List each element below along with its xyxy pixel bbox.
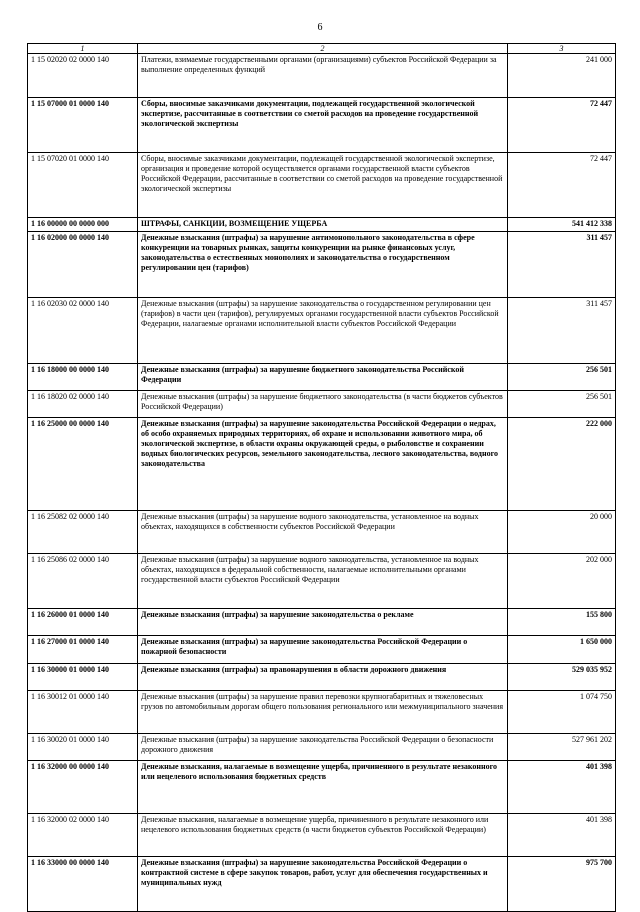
table-row — [28, 391, 616, 418]
row-code-cell: 1 16 30012 01 0000 140 — [28, 691, 138, 734]
row-code-cell: 1 16 25082 02 0000 140 — [28, 511, 138, 554]
table-row — [28, 554, 616, 609]
table-row — [28, 98, 616, 153]
column-header-code: 1 — [28, 44, 138, 54]
row-amount-cell: 1 650 000 — [508, 636, 616, 664]
row-name-cell: Денежные взыскания (штрафы) за нарушение бюджетного законодательства (в части бюджетов субъектов Российской Федерации) — [138, 391, 508, 418]
row-code-cell: 1 16 27000 01 0000 140 — [28, 636, 138, 664]
row-name-cell: Денежные взыскания (штрафы) за нарушение законодательства о государственном регулировании цен (тарифов) в части цен (тарифов), регулируемых органами государственной власти субъектов Российской Федерации, налагаемые органами исполнительной власти субъектов Российской Федерации — [138, 298, 508, 364]
row-amount-cell: 541 412 338 — [508, 218, 616, 232]
row-code-cell: 1 16 30000 01 0000 140 — [28, 664, 138, 691]
row-amount-cell: 401 398 — [508, 761, 616, 814]
row-name-cell: Сборы, вносимые заказчиками документации, подлежащей государственной экологической экспертизе, рассчитанные в соответствии со сметой расходов на проведение государственной экологической экспертизы — [138, 98, 508, 153]
table-row — [28, 298, 616, 364]
row-name-cell: Денежные взыскания (штрафы) за нарушение водного законодательства, установленное на водных объектах, находящихся в федеральной собственности, налагаемые исполнительными органами государственной власти субъектов Российской Федерации — [138, 554, 508, 609]
table-row — [28, 857, 616, 912]
row-code-cell: 1 16 18000 00 0000 140 — [28, 364, 138, 391]
row-name-cell: Денежные взыскания, налагаемые в возмещение ущерба, причиненного в результате незаконного или нецелевого использования бюджетных средств (в части бюджетов субъектов Российской Федерации) — [138, 814, 508, 857]
row-amount-cell: 72 447 — [508, 153, 616, 218]
row-amount-cell: 256 501 — [508, 391, 616, 418]
row-amount-cell: 155 800 — [508, 609, 616, 636]
row-amount-cell: 256 501 — [508, 364, 616, 391]
row-amount-cell: 222 000 — [508, 418, 616, 511]
row-name-cell: Денежные взыскания (штрафы) за нарушение бюджетного законодательства Российской Федерации — [138, 364, 508, 391]
table-row — [28, 664, 616, 691]
row-amount-cell: 527 961 202 — [508, 734, 616, 761]
row-amount-cell: 401 398 — [508, 814, 616, 857]
row-amount-cell: 311 457 — [508, 298, 616, 364]
column-header-amount: 3 — [508, 44, 616, 54]
table-row — [28, 734, 616, 761]
row-name-cell: Денежные взыскания (штрафы) за нарушение законодательства Российской Федерации о пожарной безопасности — [138, 636, 508, 664]
table-row — [28, 54, 616, 98]
row-name-cell: Денежные взыскания (штрафы) за нарушение законодательства Российской Федерации о недрах, об особо охраняемых природных территориях, об охране и использовании животного мира, об экологической экспертизе, в области охраны окружающей среды, о рыболовстве и сохранении водных биологических ресурсов, земельного законодательства, лесного законодательства, водного законодательства — [138, 418, 508, 511]
row-name-cell: Денежные взыскания (штрафы) за нарушение правил перевозки крупногабаритных и тяжеловесных грузов по автомобильным дорогам общего пользования регионального или межмуниципального значения — [138, 691, 508, 734]
row-name-cell: Платежи, взимаемые государственными органами (организациями) субъектов Российской Федерации за выполнение определенных функций — [138, 54, 508, 98]
row-name-cell: Денежные взыскания (штрафы) за нарушение антимонопольного законодательства в сфере конкуренции на товарных рынках, защиты конкуренции на рынке финансовых услуг, законодательства о естественных монополиях и законодательства о государственном регулировании цен (тарифов) — [138, 232, 508, 298]
table-row — [28, 232, 616, 298]
table-row — [28, 691, 616, 734]
row-amount-cell: 1 074 750 — [508, 691, 616, 734]
row-name-cell: Денежные взыскания (штрафы) за правонарушения в области дорожного движения — [138, 664, 508, 691]
row-code-cell: 1 16 25000 00 0000 140 — [28, 418, 138, 511]
row-amount-cell: 202 000 — [508, 554, 616, 609]
row-code-cell: 1 16 33000 00 0000 140 — [28, 857, 138, 912]
row-code-cell: 1 16 32000 02 0000 140 — [28, 814, 138, 857]
row-code-cell: 1 16 25086 02 0000 140 — [28, 554, 138, 609]
row-name-cell: Денежные взыскания, налагаемые в возмещение ущерба, причиненного в результате незаконного или нецелевого использования бюджетных средств — [138, 761, 508, 814]
table-row — [28, 218, 616, 232]
table-row — [28, 609, 616, 636]
row-code-cell: 1 16 02000 00 0000 140 — [28, 232, 138, 298]
row-code-cell: 1 16 00000 00 0000 000 — [28, 218, 138, 232]
row-code-cell: 1 15 07000 01 0000 140 — [28, 98, 138, 153]
row-code-cell: 1 16 30020 01 0000 140 — [28, 734, 138, 761]
table-header-row — [28, 44, 616, 54]
row-amount-cell: 975 700 — [508, 857, 616, 912]
row-amount-cell: 241 000 — [508, 54, 616, 98]
table-row — [28, 814, 616, 857]
table-row — [28, 364, 616, 391]
row-name-cell: ШТРАФЫ, САНКЦИИ, ВОЗМЕЩЕНИЕ УЩЕРБА — [138, 218, 508, 232]
row-name-cell: Денежные взыскания (штрафы) за нарушение водного законодательства, установленное на водных объектах, находящихся в собственности субъектов Российской Федерации — [138, 511, 508, 554]
table-row — [28, 511, 616, 554]
table-row — [28, 761, 616, 814]
row-code-cell: 1 16 02030 02 0000 140 — [28, 298, 138, 364]
row-amount-cell: 20 000 — [508, 511, 616, 554]
row-name-cell: Денежные взыскания (штрафы) за нарушение законодательства Российской Федерации о контрактной системе в сфере закупок товаров, работ, услуг для обеспечения государственных и муниципальных нужд — [138, 857, 508, 912]
table-row — [28, 418, 616, 511]
row-code-cell: 1 15 07020 01 0000 140 — [28, 153, 138, 218]
row-amount-cell: 72 447 — [508, 98, 616, 153]
row-code-cell: 1 16 32000 00 0000 140 — [28, 761, 138, 814]
table-row — [28, 636, 616, 664]
budget-revenue-table — [27, 43, 616, 912]
column-header-name: 2 — [138, 44, 508, 54]
row-name-cell: Денежные взыскания (штрафы) за нарушение законодательства Российской Федерации о безопасности дорожного движения — [138, 734, 508, 761]
row-code-cell: 1 16 18020 02 0000 140 — [28, 391, 138, 418]
table-row — [28, 153, 616, 218]
row-code-cell: 1 15 02020 02 0000 140 — [28, 54, 138, 98]
row-name-cell: Денежные взыскания (штрафы) за нарушение законодательства о рекламе — [138, 609, 508, 636]
row-amount-cell: 311 457 — [508, 232, 616, 298]
row-name-cell: Сборы, вносимые заказчиками документации, подлежащей государственной экологической экспертизе, организация и проведение которой осуществляется органами государственной власти субъектов Российской Федерации, рассчитанные в соответствии со сметой расходов на проведение государственной экологической экспертизы — [138, 153, 508, 218]
page-number: 6 — [317, 22, 323, 33]
row-amount-cell: 529 035 952 — [508, 664, 616, 691]
row-code-cell: 1 16 26000 01 0000 140 — [28, 609, 138, 636]
